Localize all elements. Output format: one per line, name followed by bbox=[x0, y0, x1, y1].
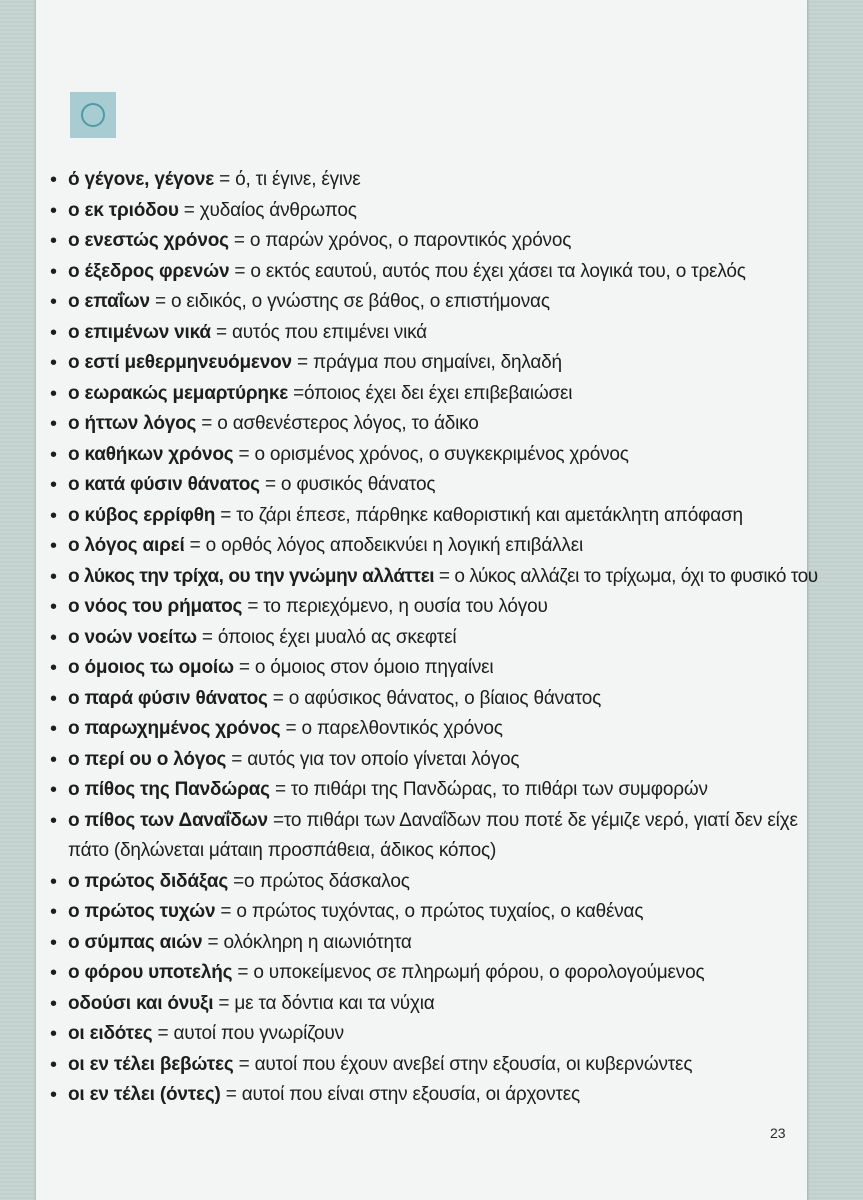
entry-definition: = ο πρώτος τυχόντας, ο πρώτος τυχαίος, ο καθένας bbox=[215, 901, 644, 922]
entry-definition: = αυτός για τον οποίο γίνεται λόγος bbox=[226, 748, 520, 770]
list-item bbox=[48, 379, 806, 410]
entry-term: ο πίθος της Πανδώρας bbox=[68, 779, 270, 800]
entry-definition: = ο ορθός λόγος αποδεικνύει η λογική επιβάλλει bbox=[184, 535, 584, 556]
entry-definition: = το πιθάρι της Πανδώρας, το πιθάρι των συμφορών bbox=[269, 779, 708, 800]
list-item bbox=[48, 928, 806, 959]
list-item bbox=[48, 623, 806, 654]
list-item bbox=[48, 287, 806, 318]
entry-term: ο φόρου υποτελής bbox=[68, 962, 233, 983]
entry-term: ο επαΐων bbox=[68, 291, 150, 312]
entry-definition: = ο υποκείμενος σε πληρωμή φόρου, ο φορολογούμενος bbox=[232, 962, 705, 983]
list-item bbox=[48, 409, 806, 440]
entry-term: ο εκ τριόδου bbox=[68, 199, 179, 221]
list-item bbox=[48, 1019, 806, 1050]
list-item bbox=[48, 562, 818, 593]
entry-definition: = αυτοί που έχουν ανεβεί στην εξουσία, οι κυβερνώντες bbox=[233, 1053, 693, 1075]
entry-term: ο νόος του ρήματος bbox=[68, 596, 243, 617]
list-item bbox=[48, 348, 806, 379]
entry-definition: = το περιεχόμενο, η ουσία του λόγου bbox=[242, 596, 548, 617]
entry-term: ο πίθος των Δαναΐδων bbox=[68, 809, 268, 831]
entry-definition: = ό, τι έγινε, έγινε bbox=[214, 169, 361, 190]
circle-icon bbox=[81, 103, 105, 127]
entry-definition: = ολόκληρη η αιωνιότητα bbox=[202, 931, 412, 953]
entry-definition: = ο λύκος αλλάζει το τρίχωμα, όχι το φυσικό του bbox=[434, 565, 818, 587]
list-item bbox=[48, 257, 806, 288]
entry-term: ο σύμπας αιών bbox=[68, 931, 203, 953]
entry-term: ο λόγος αιρεί bbox=[68, 535, 185, 556]
entry-definition: = με τα δόντια και τα νύχια bbox=[213, 992, 435, 1014]
phrase-list bbox=[48, 165, 818, 1111]
entry-definition: =το πιθάρι των Δαναΐδων που ποτέ δε γέμιζε νερό, γιατί δεν είχε πάτο (δηλώνεται μάταιη προσπάθεια, άδικος κόπος) bbox=[68, 809, 798, 861]
entry-term: ο καθήκων χρόνος bbox=[68, 443, 234, 465]
entry-definition: = αυτοί που είναι στην εξουσία, οι άρχοντες bbox=[220, 1084, 580, 1105]
list-item bbox=[48, 958, 806, 989]
entry-definition: =ο πρώτος δάσκαλος bbox=[228, 870, 410, 892]
entry-definition: = χυδαίος άνθρωπος bbox=[178, 199, 357, 221]
list-item bbox=[48, 318, 806, 349]
entry-definition: = αυτός που επιμένει νικά bbox=[210, 321, 427, 343]
list-item bbox=[48, 775, 806, 806]
list-item bbox=[48, 592, 806, 623]
entry-definition: =όποιος έχει δει έχει επιβεβαιώσει bbox=[288, 382, 573, 404]
entry-definition: = ο εκτός εαυτού, αυτός που έχει χάσει τα λογικά του, ο τρελός bbox=[229, 260, 746, 282]
entry-definition: = αυτοί που γνωρίζουν bbox=[152, 1023, 344, 1044]
entry-definition: = ο ειδικός, ο γνώστης σε βάθος, ο επιστήμονας bbox=[149, 291, 550, 312]
entry-term: ο εωρακώς μεμαρτύρηκε bbox=[68, 382, 289, 404]
entry-definition: = ο όμοιος στον όμοιο πηγαίνει bbox=[233, 657, 494, 678]
entry-term: οδούσι και όνυξι bbox=[68, 992, 214, 1014]
entry-term: ο όμοιος τω ομοίω bbox=[68, 657, 234, 678]
list-item bbox=[48, 684, 806, 715]
entry-definition: = ο ασθενέστερος λόγος, το άδικο bbox=[196, 413, 479, 434]
entry-definition: = ο αφύσικος θάνατος, ο βίαιος θάνατος bbox=[267, 687, 602, 709]
list-item bbox=[48, 226, 806, 257]
entry-definition: = ο φυσικός θάνατος bbox=[259, 474, 436, 495]
list-item bbox=[48, 1080, 806, 1111]
list-item bbox=[48, 531, 806, 562]
list-item bbox=[48, 440, 806, 471]
entry-definition: = ο παρελθοντικός χρόνος bbox=[280, 718, 503, 739]
entry-term: ό γέγονε, γέγονε bbox=[68, 169, 215, 190]
list-item bbox=[48, 714, 806, 745]
entry-term: ο παρά φύσιν θάνατος bbox=[68, 687, 268, 709]
entry-term: ο νοών νοείτω bbox=[68, 626, 197, 648]
list-item bbox=[48, 165, 806, 196]
book-page bbox=[36, 0, 818, 1200]
list-item bbox=[48, 806, 808, 867]
entry-term: ο κύβος ερρίφθη bbox=[68, 504, 216, 526]
left-margin-strip bbox=[0, 0, 36, 1200]
entry-term: οι εν τέλει (όντες) bbox=[68, 1084, 221, 1105]
entry-definition: = το ζάρι έπεσε, πάρθηκε καθοριστική και αμετάκλητη απόφαση bbox=[215, 504, 743, 526]
list-item bbox=[48, 745, 806, 776]
entry-term: οι ειδότες bbox=[68, 1023, 153, 1044]
entry-term: ο έξεδρος φρενών bbox=[68, 260, 230, 282]
list-item bbox=[48, 653, 806, 684]
entry-term: ο λύκος την τρίχα, ου την γνώμην αλλάττει bbox=[68, 565, 435, 587]
list-item bbox=[48, 897, 806, 928]
right-margin-strip bbox=[807, 0, 863, 1200]
list-item bbox=[48, 989, 806, 1020]
list-item bbox=[48, 196, 806, 227]
list-item bbox=[48, 470, 806, 501]
entry-definition: = όποιος έχει μυαλό ας σκεφτεί bbox=[196, 626, 457, 648]
list-item bbox=[48, 501, 806, 532]
entry-term: οι εν τέλει βεβώτες bbox=[68, 1053, 234, 1075]
section-marker bbox=[70, 92, 116, 138]
entry-term: ο ήττων λόγος bbox=[68, 413, 197, 434]
entry-term: ο κατά φύσιν θάνατος bbox=[68, 474, 260, 495]
entry-term: ο περί ου ο λόγος bbox=[68, 748, 227, 770]
entry-term: ο εστί μεθερμηνευόμενον bbox=[68, 352, 292, 373]
entry-term: ο πρώτος διδάξας bbox=[68, 870, 229, 892]
list-item bbox=[48, 1050, 806, 1081]
entry-definition: = ο παρών χρόνος, ο παροντικός χρόνος bbox=[228, 230, 572, 251]
page-number: 23 bbox=[770, 1125, 786, 1141]
entry-term: ο ενεστώς χρόνος bbox=[68, 230, 229, 251]
list-item bbox=[48, 867, 806, 898]
entry-term: ο επιμένων νικά bbox=[68, 321, 211, 343]
entry-term: ο πρώτος τυχών bbox=[68, 901, 216, 922]
entry-term: ο παρωχημένος χρόνος bbox=[68, 718, 281, 739]
entry-definition: = πράγμα που σημαίνει, δηλαδή bbox=[291, 352, 562, 373]
entry-definition: = ο ορισμένος χρόνος, ο συγκεκριμένος χρόνος bbox=[233, 443, 629, 465]
